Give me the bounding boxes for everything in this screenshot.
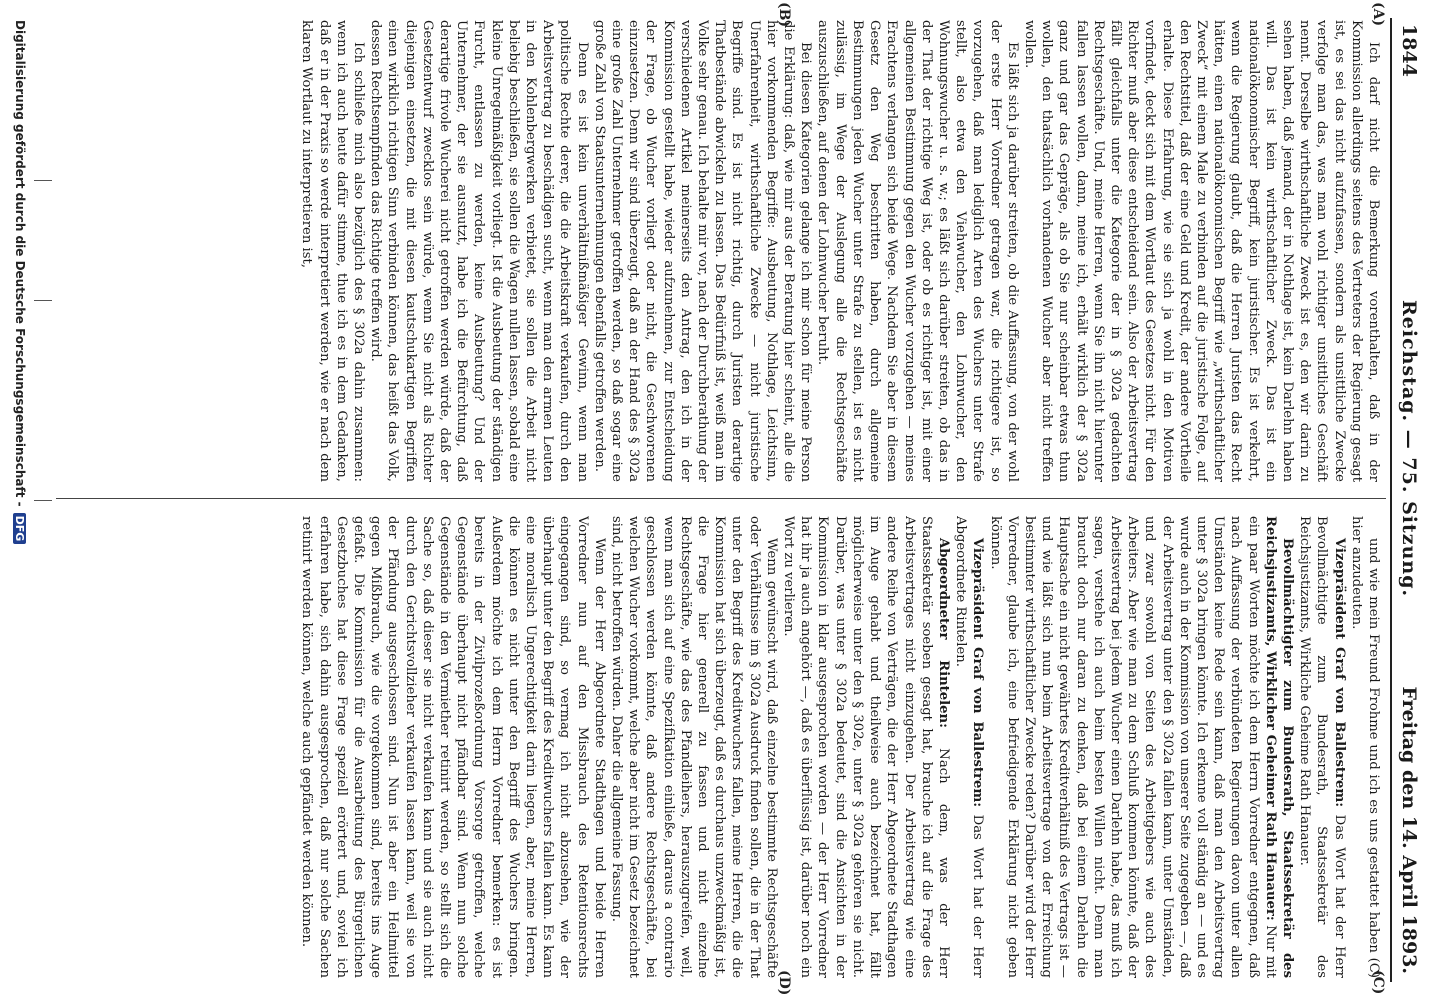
scan-mark: [34, 300, 52, 301]
paragraph: [780, 516, 952, 978]
paragraph-text: Wenn gewünscht wird, daß einzelne bestimmte Rechtsgeschäfte oder Verhältnisse im § 302a Ausdruck finden sollen, die in der That unter den Begriff des Kreditwuchers fallen, meine Herren, die die Kommission hat sich überzeugt, daß es durchaus unzweckmäßig ist, die Frage hier generell zu fassen und nicht einzelne Rechtsgeschäfte, wie das des Pfandleihers, herauszugreifen, weil, wenn man sich auf eine Spezifikation einließe, daraus a contrario geschlossen werden könnte, daß andere Rechtsgeschäfte, bei welchen Wucher vorkommt, welche aber nicht im Gesetz bezeichnet sind, nicht betroffen würden. Daher die allgemeine Fassung.: [609, 516, 779, 978]
paragraph: [814, 20, 1020, 482]
paragraph-text: Das Wort hat der Herr Abgeordnete Rintelen.: [953, 516, 986, 978]
paragraph-text: Denn es ist kein unverhältnißmäßiger Gewinn, wenn man politische Rechte derer, die die Arbeitskraft verkaufen, durch den Arbeitsvertrag zu beschädigen sucht, wenn man den armen Leuten in den Kohlenbergwerken verbietet, sie sollen die Arbeit nicht beliebig beschließen, sie sollen die Wagen nullen lassen, sobald eine kleine Unregelmäßigkeit vorliegt. Ist die Ausbeutung der ständigen Furcht, entlassen zu werden, keine Ausbeutung? Und der Unternehmer, der sie ausnutzt, habe ich die Befürchtung, daß derartige frivole Wucherei nicht getroffen werden würde, daß der Gesetzentwurf zwecklos sein würde, wenn Sie nicht als Richter diejenigen einsetzen, die mit diesen kautschukartigen Begriffen einen wirklich richtigen Sinn verbinden können, das heißt das Volk, dessen Rechtsempfinden das Richtige treffen wird.: [368, 20, 590, 482]
margin-mark-d: (D): [776, 970, 792, 996]
paragraph: [1348, 516, 1382, 978]
page-header: [1390, 0, 1424, 1000]
paragraph: [367, 20, 591, 482]
paragraph-text: Wenn der Herr Abgeordnete Stadthagen und beide Herren Vorredner nun auf den Missbrauch des Retentionsrechts eingegangen sind, so vermag ich nicht abzusehen, wie der überhaupt unter den Begriff des Kreditwuchers fallen kann. Es kann eine moralisch Ungerechtigkeit darin liegen, aber, meine Herren, die können es nicht unter den Begriff des Wuchers bringen. Außerdem möchte ich dem Herrn Vorredner bemerken: es ist bereits in der Zivilprozeßordnung Vorsorge getroffen, welche Gegenstände überhaupt nicht pfändbar sind. Wenn nun solche Gegenstände in den Vermiether retinirt werden, so stellt sich die Sache so, daß dieser sie nicht verkaufen kann und sie auch nicht durch den Gerichtsvollzieher verkaufen lassen kann, weil sie von der Pfändung ausgeschlossen sind. Nun ist aber ein Heilmittel gegen Mißbrauch, wie die vorgekommen sind, bereits ins Auge gefaßt. Die Kommission für die Ausarbeitung des Bürgerlichen Gesetzbuches hat diese Frage speziell erörtert und, soviel ich erfahren habe, sich dahin ausgesprochen, daß nur solche Sachen retinirt werden können, welche auch gepfändet werden können.: [299, 516, 607, 978]
scan-mark: [34, 500, 52, 501]
paragraph: [298, 516, 608, 978]
paragraph: [591, 20, 815, 482]
scan-mark: [34, 180, 52, 181]
paragraph-text: und wie mein Freund Frohme und ich es uns gestattet haben (C) hier anzudeuten.: [1348, 516, 1381, 978]
header-rule: [1390, 18, 1392, 982]
speaker-name: Bevollmächtigter zum Bundesrath, Staatssekretär des Reichsjustizamts, Wirklicher Geheimer Rath Hanauer:: [1262, 516, 1295, 978]
paragraph: [608, 516, 780, 978]
session-date: Freitag den 14. April 1893.: [1398, 686, 1420, 974]
page-number: 1844: [1398, 24, 1420, 77]
paragraph-text: Bei diesen Kategorien gelange ich mir schon für meine Person die Erklärung: daß, wie mir aus der Beratung hier scheint, alle die hier vorkommenden Begriffe: Ausbeutung, Nothlage, Leichtsinn, Unerfahrenheit, wirthschaftliche Zwecke — nicht juristische Begriffe sind. Es ist nicht richtig, durch Juristen derartige Thatbestände abwickeln zu lassen. Das Bedürfniß ist, weiß man im Volke sehr genau. Ich behalte mir vor, nach der Durchberathung der verschiedenen Artikel meinerseits den Antrag, den ich in der Kommission gestellt habe, wieder aufzunehmen, zur Entscheidung der Frage, ob Wucher vorliegt oder nicht, die Geschworenen einzusetzen. Denn wir sind überzeugt, daß an der Hand des § 302a eine große Zahl Unternehmer getroffen werden, so daß sogar eine große Zahl von Staatsunternehmungen ebenfalls getroffen werden.: [591, 20, 814, 482]
paragraph: [986, 516, 1296, 978]
margin-mark-a: (A): [1370, 2, 1386, 27]
left-text-column: [62, 20, 1382, 482]
paragraph-text: Das Wort hat der Herr Bevollmächtigte zum Bundesrath, Staatssekretär des Reichsjustizamts, Wirkliche Geheime Rath Hanauer.: [1297, 516, 1347, 978]
paragraph: [952, 516, 986, 978]
paragraph: [1296, 516, 1348, 978]
digitization-footer: [7, 20, 27, 980]
paragraph: [1021, 20, 1382, 482]
footer-text: Digitalisierung gefördert durch die Deutsche Forschungsgemeinschaft -: [13, 20, 27, 507]
margin-mark-c: (C): [1370, 970, 1386, 995]
speaker-name: Abgeordneter Rintelen:: [935, 538, 951, 729]
paragraph-text: Nur mit ein paar Worten möchte ich dem Herrn Vorredner entgegnen, daß nach Auffassung der verbündeten Regierungen davon unter allen Umständen keine Rede sein kann, daß man den Arbeitsvertrag unter § 302a bringen könnte. Ich erkenne voll ständig an — und es wurde auch in der Kommission von unserer Seite zugegeben —, daß der Arbeitsvertrag unter den § 302a fallen kann, unter Umständen, und zwar sowohl von Seiten des Arbeitgebers wie auch des Arbeiters. Aber wie man zu dem Schluß kommen könnte, daß der Arbeitsvertrag bei jedem Wucher einen Darlehn habe, das muß ich sagen, verstehe ich auch beim besten Willen nicht. Denn man braucht doch nur daran zu denken, daß bei einem Darlehn die Hauptsache ein nicht gewährtes Kreditverhältniß des Vertrags ist — und wie läßt sich nun beim Arbeitsvertrage von der Erreichung bestimmter wirthschaftlicher Zwecke reden? Darüber wird der Herr Vorredner, glaube ich, eine befriedigende Erklärung nicht geben können.: [987, 516, 1278, 978]
speaker-name: Vizepräsident Graf von Ballestrem:: [1331, 538, 1347, 808]
paragraph-text: Ich darf nicht die Bemerkung vorenthalten, daß in der Kommission allerdings seitens des Vertreters der Regierung gesagt ist, es sei das nicht aufzufassen, sondern als unsittliche Zwecke verfolge man das, was man wohl richtiger unsittliches Geschäft nennt. Derselbe wirthschaftliche Zweck ist es, den wir darin zu sehen haben, daß jemand, der in Nothlage ist, kein Darlehn haben will. Das ist kein wirthschaftlicher Zweck. Das ist ein nationalökonomischer Begriff, kein juristischer. Es ist verkehrt, wenn die Regierung glaubt, daß die Herren Juristen das Recht hätten, einen nationalökonomischen Begriff wie „wirthschaftlicher Zweck“ mit einem Male zu verbinden auf die juristische Folge, auf den Rechtstitel, daß der eine Geld und Kredit, der andere Vortheile erhalte. Diese Erfahrung, wie sie sich ja wohl in den Motiven vorfindet, deckt sich mit dem Wortlaut des Gesetzes nicht. Für den Richter muß aber diese entscheidend sein. Also der Arbeitsvertrag fällt gleichfalls unter die Kategorie der in § 302a gedachten Rechtsgeschäfte. Und, meine Herren, wenn Sie ihn nicht hierunter fallen lassen wollen, dann, meine ich, erhält wirklich der § 302a ganz und gar das Gepräge, als ob Sie nur scheinbar etwas thun wollen, den thatsächlich vorhandenen Wucher aber nicht treffen wollen.: [1021, 20, 1381, 482]
paragraph-text: Es läßt sich ja darüber streiten, ob die Auffassung, von der wohl der erste Herr Vorredner getragen war, die richtigere ist, so vorzugehen, daß man lediglich Arten des Wuchers unter Strafe stellt, also etwa den Viehwucher, den Lohnwucher, den Wohnungswucher u. s. w.; es läßt sich darüber streiten, ob das in der That der richtige Weg ist, oder ob es richtiger ist, mit einer allgemeinen Bestimmung gegen den Wucher vorzugehen — meines Erachtens verlangen sich beide Wege. Nachdem Sie aber in diesem Gesetz den Weg beschritten haben, durch allgemeine Bestimmungen jeden Wucher unter Strafe zu stellen, ist es nicht zulässig, im Wege der Auslegung alle die Rechtsgeschäfte auszuschließen, auf denen der Lohnwucher beruht.: [815, 20, 1020, 482]
page-title: Reichstag. — 75. Sitzung.: [1398, 300, 1420, 598]
paragraph-text: Ich schließe mich also bezüglich des § 302a dahin zusammen: wenn ich auch heute dafür stimme, thue ich es in dem Gedanken, daß er in der Praxis so werde interpretiert werden, wie er nach dem klaren Wortlaut zu interpretieren ist,: [299, 20, 367, 482]
dfg-logo: DFG: [13, 513, 26, 545]
speaker-name: Vizepräsident Graf von Ballestrem:: [970, 538, 986, 808]
paragraph: [298, 20, 367, 482]
margin-mark-b: (B): [776, 2, 792, 28]
paragraph-text: Nach dem, was der Herr Staatssekretär soeben gesagt hat, brauche ich auf die Frage des Arbeitsvertrages nicht einzugehen. Der Arbeitsvertrag wie eine andere Reihe von Verträgen, die der Herr Abgeordnete Stadthagen im Auge gehabt und theilweise auch bezeichnet hat, fällt möglicherweise unter den § 302e, unter § 302a gehören sie nicht. Darüber, was unter § 302a bedeutet, sind die Ansichten in der Kommission in klar ausgesprochen worden — der Herr Vorredner hat ihr ja auch angehört —, daß es überflüssig ist, darüber noch ein Wort zu verlieren.: [781, 516, 951, 978]
right-text-column: [62, 516, 1382, 978]
column-divider: [56, 498, 1386, 499]
